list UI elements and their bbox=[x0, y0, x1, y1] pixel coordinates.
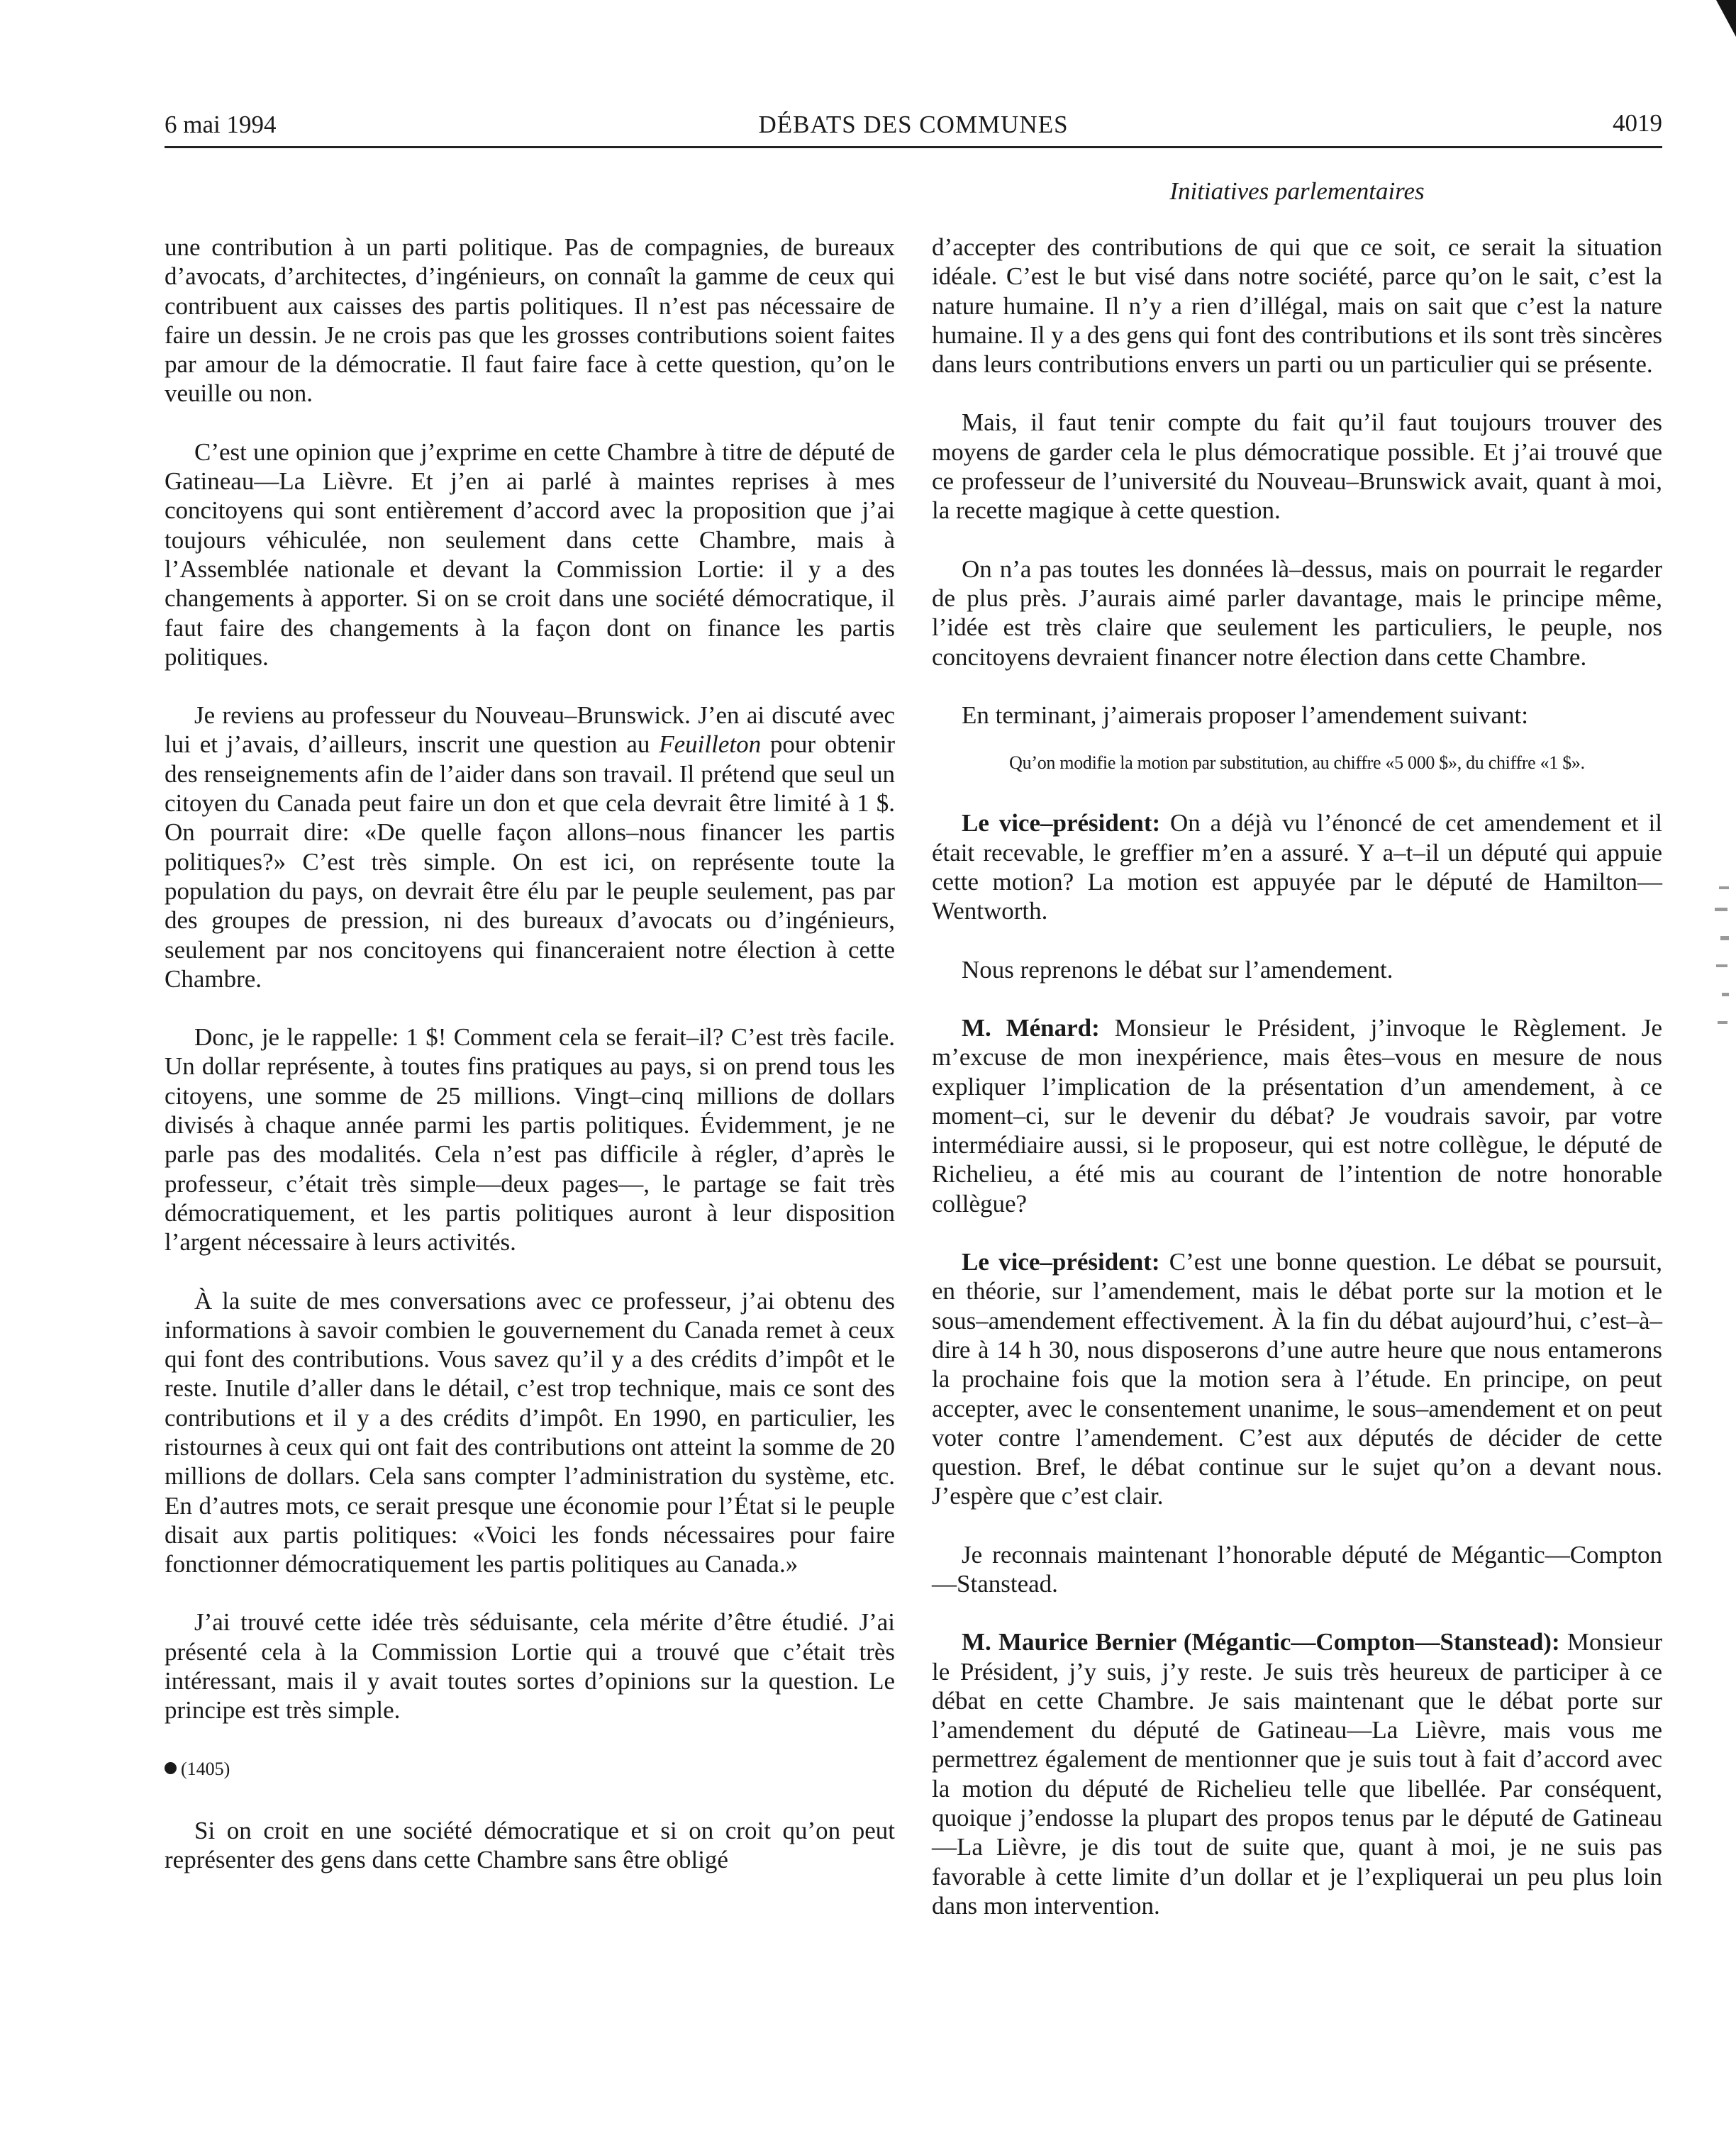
section-label: Initiatives parlementaires bbox=[1169, 177, 1425, 205]
paragraph-text: Je reviens au professeur du Nouveau–Brunswick. J’en ai discuté avec lui et j’avais, d’ailleurs, inscrit une question au bbox=[165, 701, 895, 759]
bullet-icon bbox=[165, 1762, 177, 1774]
page-header bbox=[165, 99, 1662, 148]
paragraph: C’est une opinion que j’exprime en cette Chambre à titre de député de Gatineau—La Lièvre. Et j’en ai parlé à maintes reprises à mes concitoyens qui sont entièrement d’accord avec la proposition que j’ai toujours véhiculée, non seulement dans cette Chambre, mais à l’Assemblée nationale et devant la Commission Lortie: il y a des changements à apporter. Si on se croit dans une société démocratique, il faut faire des changements à la façon dont on finance les partis politiques. bbox=[165, 438, 895, 671]
paragraph bbox=[932, 1247, 1662, 1511]
paragraph-text: C’est une bonne question. Le débat se poursuit, en théorie, sur l’amendement, mais le débat porte sur la motion et le sous–amendement effectivement. À la fin du débat aujourd’hui, c’est–à–dire à 14 h 30, nous disposerons d’une autre heure que nous entamerons la prochaine fois que la motion sera à l’étude. En principe, on peut accepter, avec le consentement unanime, le sous–amendement et on peut voter contre l’amendement. C’est aux députés de décider de cette question. Bref, le débat continue sur le sujet qu’on a devant nous. J’espère que c’est clair. bbox=[932, 1248, 1663, 1510]
paragraph-text: pour obtenir des renseignements afin de l’aider dans son travail. Il prétend que seul un citoyen du Canada peut faire un don et que cela devrait être limité à 1 $. On pourrait dire: «De quelle façon allons–nous financer les partis politiques?» C’est très simple. On est ici, on représente toute la population du pays, on devrait être élu par le peuple seulement, pas par des groupes de pression, ni des bureaux d’avocats ou d’ingénieurs, seulement par nos concitoyens qui financeraient notre élection à cette Chambre. bbox=[165, 730, 895, 993]
paragraph: En terminant, j’aimerais proposer l’amendement suivant: bbox=[962, 701, 1528, 729]
right-column bbox=[932, 233, 1662, 1949]
paragraph bbox=[932, 808, 1662, 925]
paragraph: À la suite de mes conversations avec ce professeur, j’ai obtenu des informations à savoir combien le gouvernement du Canada remet à ceux qui font des contributions. Vous savez qu’il y a des crédits d’impôt et le reste. Inutile d’aller dans le détail, c’est trop technique, mais ce sont des contributions et il y a des crédits d’impôt. En 1990, en particulier, les ristournes à ceux qui ont fait des contributions ont atteint la somme de 20 millions de dollars. Cela sans compter l’administration du système, etc. En d’autres mots, ce serait presque une économie pour l’État si le peuple disait aux partis politiques: «Voici les fonds nécessaires pour faire fonctionner démocratiquement les partis politiques au Canada.» bbox=[165, 1286, 895, 1578]
italic-reference: Feuilleton bbox=[659, 730, 762, 759]
paragraph: Nous reprenons le débat sur l’amendement. bbox=[962, 955, 1393, 984]
time-marker-text: (1405) bbox=[181, 1758, 230, 1779]
paragraph: d’accepter des contributions de qui que ce soit, ce serait la situation idéale. C’est le but visé dans notre société, parce qu’on le sait, c’est la nature humaine. Il n’y a rien d’illégal, mais on sait que c’est la nature humaine. Il y a des gens qui font des contributions et ils sont très sincères dans leurs contributions envers un parti ou un particulier qui se présente. bbox=[932, 233, 1662, 379]
paragraph-text: On a déjà vu l’énoncé de cet amendement et il était recevable, le greffier m’en a assuré. Y a–t–il un député qui appuie cette motion? La motion est appuyée par le député de Hamilton—Wentworth. bbox=[932, 809, 1663, 925]
paragraph: Si on croit en une société démocratique et si on croit qu’on peut représenter des gens dans cette Chambre sans être obligé bbox=[165, 1816, 895, 1874]
amendment-text: Qu’on modifie la motion par substitution, au chiffre «5 000 $», du chiffre «1 $». bbox=[1009, 752, 1585, 774]
speaker-name: Le vice–président: bbox=[962, 809, 1161, 837]
header-title: DÉBATS DES COMMUNES bbox=[758, 111, 1069, 138]
speaker-name: M. Maurice Bernier (Mégantic—Compton—Stanstead): bbox=[962, 1628, 1560, 1656]
left-column bbox=[165, 233, 895, 1904]
paragraph: Je reconnais maintenant l’honorable député de Mégantic—Compton—Stanstead. bbox=[932, 1540, 1662, 1598]
speaker-name: Le vice–président: bbox=[962, 1248, 1160, 1276]
paragraph: Donc, je le rappelle: 1 $! Comment cela se ferait–il? C’est très facile. Un dollar représente, à toutes fins pratiques au pays, si on prend tous les citoyens, une somme de 25 millions. Vingt–cinq millions de dollars divisés à chaque année parmi les partis politiques. Évidemment, je ne parle pas des modalités. Cela n’est pas difficile à régler, d’après le professeur, c’était très simple—deux pages—, le partage se fait très démocratiquement, et les partis politiques auront à leur disposition l’argent nécessaire à leurs activités. bbox=[165, 1023, 895, 1257]
paragraph: On n’a pas toutes les données là–dessus, mais on pourrait le regarder de plus près. J’aurais aimé parler davantage, mais le principe même, l’idée est très claire que seulement les particuliers, le peuple, nos concitoyens devraient financer notre élection dans cette Chambre. bbox=[932, 555, 1662, 671]
scan-margin-specks bbox=[1693, 886, 1736, 1049]
paragraph: une contribution à un parti politique. Pas de compagnies, de bureaux d’avocats, d’architectes, d’ingénieurs, on connaît la gamme de ceux qui contribuent aux caisses des partis politiques. Il n’est pas nécessaire de faire un dessin. Je ne crois pas que les grosses contributions soient faites par amour de la démocratie. Il faut faire face à cette question, qu’on le veuille ou non. bbox=[165, 233, 895, 408]
paragraph bbox=[165, 701, 895, 993]
paragraph-text: Monsieur le Président, j’invoque le Règlement. Je m’excuse de mon inexpérience, mais êtes–vous en mesure de nous expliquer l’implication de la présentation d’un amendement, à ce moment–ci, sur le devenir du débat? Je voudrais savoir, par votre intermédiaire aussi, si le proposeur, qui est notre collègue, le député de Richelieu, a été mis au courant de l’intention de notre honorable collègue? bbox=[932, 1013, 1662, 1218]
time-marker bbox=[165, 1754, 895, 1783]
paragraph bbox=[932, 1013, 1662, 1218]
header-date: 6 mai 1994 bbox=[165, 111, 277, 138]
page-corner-fold bbox=[1716, 0, 1736, 37]
paragraph: J’ai trouvé cette idée très séduisante, cela mérite d’être étudié. J’ai présenté cela à la Commission Lortie qui a trouvé que c’était très intéressant, mais il y avait toutes sortes d’opinions sur la question. Le principe est très simple. bbox=[165, 1608, 895, 1725]
paragraph bbox=[932, 1627, 1662, 1920]
paragraph: Mais, il faut tenir compte du fait qu’il faut toujours trouver des moyens de garder cela le plus démocratique possible. Et j’ai trouvé que ce professeur de l’université du Nouveau–Brunswick avait, quant à moi, la recette magique à cette question. bbox=[932, 408, 1662, 525]
speaker-name: M. Ménard: bbox=[962, 1013, 1100, 1042]
header-page-number: 4019 bbox=[1613, 109, 1662, 137]
paragraph-text: Monsieur le Président, j’y suis, j’y reste. Je suis très heureux de participer à ce débat en cette Chambre. Je sais maintenant que le débat porte sur l’amendement du député de Gatineau—La Lièvre, mais vous me permettrez également de mentionner que je suis tout à fait d’accord avec la motion du député de Richelieu telle que libellée. Par conséquent, quoique j’endosse la plupart des propos tenus par le député de Gatineau—La Lièvre, je dis tout de suite que, quant à moi, je ne suis pas favorable à cette limite d’un dollar et je l’expliquerai un peu plus loin dans mon intervention. bbox=[932, 1628, 1663, 1920]
